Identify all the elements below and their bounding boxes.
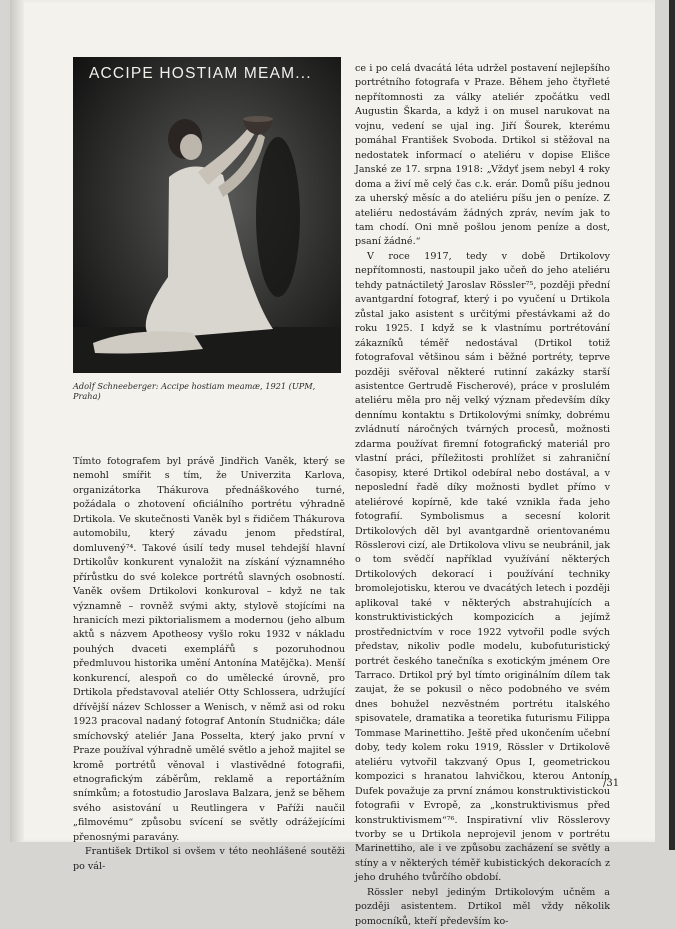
cover-edge bbox=[669, 0, 675, 850]
paragraph: ce i po celá dvacátá léta udržel postavení nejlepšího portrétního fotografa v Praze. Během jeho čtyřleté nepřítomnosti za války ateliér zpočátku vedl Augustin Škarda, a když i on musel narukovat na vojnu, vedení se ujal ing. Jiří Šourek, kterému pomáhal František Svoboda. Drtikol si stěžoval na nedostatek informací o ateliéru v dopise Elišce Janské ze 17. srpna 1918: „Vždyť jsem nebyl 4 roky doma a živí mě celý čas c.k. erár. Domů píšu jednou za uherský měsíc a do ateliéru píšu jen o peníze. Z ateliéru nedostávám žádných zpráv, nevím jak to tam chodí. Oni mně pošlou jenom peníze a dost, psaní žádné.“ bbox=[355, 63, 610, 248]
photo-caption: Adolf Schneeberger: Accipe hostiam meamæ, 1921 (UPM, Praha) bbox=[73, 381, 316, 401]
photograph-image bbox=[73, 57, 341, 373]
page-number: /31 bbox=[603, 778, 620, 789]
photograph bbox=[73, 57, 341, 373]
paragraph: V roce 1917, tedy v době Drtikolovy nepřítomnosti, nastoupil jako učeň do jeho ateliéru tehdy patnáctiletý Jaroslav Rössler⁷⁵, později přední avantgardní fotograf, který i po vyučení u Drtikola zůstal jako asistent s určitými přestávkami až do roku 1925. I když se k vlastnímu portrétování zákazníků téměř nedostával (Drtikol totiž fotografoval většinou sám i běžné portréty, teprve později svěřoval některé rutinní zakázky starší asistentce Gertrudě Fischerové), práce v proslulém ateliéru měla pro něj velký význam především díky dennímu kontaktu s Drtikolovými snímky, dobrému zvládnutí náročných tvárných procesů, možnosti zdarma používat firemní fotografický materiál pro vlastní práci, příležitosti prohlížet si zahraniční časopisy, které Drtikol odebíral nebo dostával, a v neposlední řadě díky možnosti bydlet přímo v ateliérové kopírně, kde také vznikla řada jeho fotografií. Symbolismus a secesní kolorit Drtikolových děl byl avantgardně orientovanému Rösslerovi cizí, ale Drtikolova vlivu se neubránil, jak o tom svědčí například využívání některých Drtikolových dekorací i používání techniky bromolejotisku, kterou ve dvacátých letech i později aplikoval také v některých abstrahujících a konstruktivistických kompozicích a jejímž prostřednictvím v roce 1922 vytvořil podle svých představ, nikoliv podle modelu, kubofuturistický portrét českého tanečníka s exotickým jménem Ore Tarraco. Drtikol prý byl tímto originálním dílem tak zaujat, že se pokusil o něco podobného ve svém dnes bohužel nezvěstném portrétu italského spisovatele, dramatika a teoretika futurismu Filippa Tommase Marinettiho. Ještě před ukončením učební doby, tedy kolem roku 1919, Rössler v Drtikolově ateliéru vytvořil takzvaný Opus I, geometrickou kompozici s hranatou lahvičkou, kterou Antonín Dufek považuje za první známou konstruktivistickou fotografii v Evropě, za „konstruktivismus před konstruktivismem“⁷⁶. Inspirativní vliv Rösslerovy tvorby se u Drtikola neprojevil jenom v portrétu Marinettiho, ale i ve způsobu zacházení se světly a stíny a v některých téměř kubistických dekoracích z jeho druhého tvůrčího období. bbox=[355, 250, 610, 884]
paragraph: Tímto fotografem byl právě Jindřich Vaněk, který se nemohl smířit s tím, že Univerzita Karlova, organizátorka Thákurova přednáškového turné, požádala o zhotovení oficiálního portrétu výhradně Drtikola. Ve skutečnosti Vaněk byl s řidičem Thákurova automobilu, který závadu jenom předstíral, domluvený⁷⁴. Takové úsilí tedy musel tehdejší hlavní Drtikolův konkurent vynaložit na získání významného přírůstku do své kolekce portrétů slavných osobností. Vaněk ovšem Drtikolovi konkuroval – když ne tak významně – rovněž svými akty, stylově stojícími na hranicích mezi piktorialismem a modernou (jeho album aktů s názvem Apotheosy vyšlo roku 1932 v nákladu pouhých dvaceti exemplářů s pozoruhodnou předmluvou historika umění Antonína Matějčka). Menší konkurencí, alespoň co do umělecké úrovně, pro Drtikola představoval ateliér Otty Schlossera, udržující dřívější název Schlosser a Wenisch, v němž asi od roku 1923 pracoval nadaný fotograf Antonín Studnička; dále smíchovský ateliér Jana Posselta, který jako první v Praze používal výhradně umělé světlo a jehož majitel se kromě portrétů věnoval i vlastivědné fotografii, etnografickým záběrům, reklamě a reportážním snímkům; a fotostudio Jaroslava Balzara, jenž se během svého asistování u Reutlingera v Paříži naučil „filmovému“ způsobu svícení se světly odrážejícími přenosnými paravány. bbox=[73, 456, 345, 843]
book-page bbox=[10, 0, 655, 927]
paragraph: Rössler nebyl jediným Drtikolovým učněm a později asistentem. Drtikol měl vždy několik pomocníků, kteří především ko- bbox=[355, 886, 610, 927]
book-binding-shadow bbox=[10, 0, 24, 842]
paragraph: František Drtikol si ovšem v této neohlášené soutěži po vál- bbox=[73, 846, 345, 872]
text-column-left bbox=[73, 455, 345, 874]
photo-inscription: ACCIPE HOSTIAM MEAM... bbox=[89, 65, 312, 82]
text-column-right bbox=[355, 62, 610, 929]
